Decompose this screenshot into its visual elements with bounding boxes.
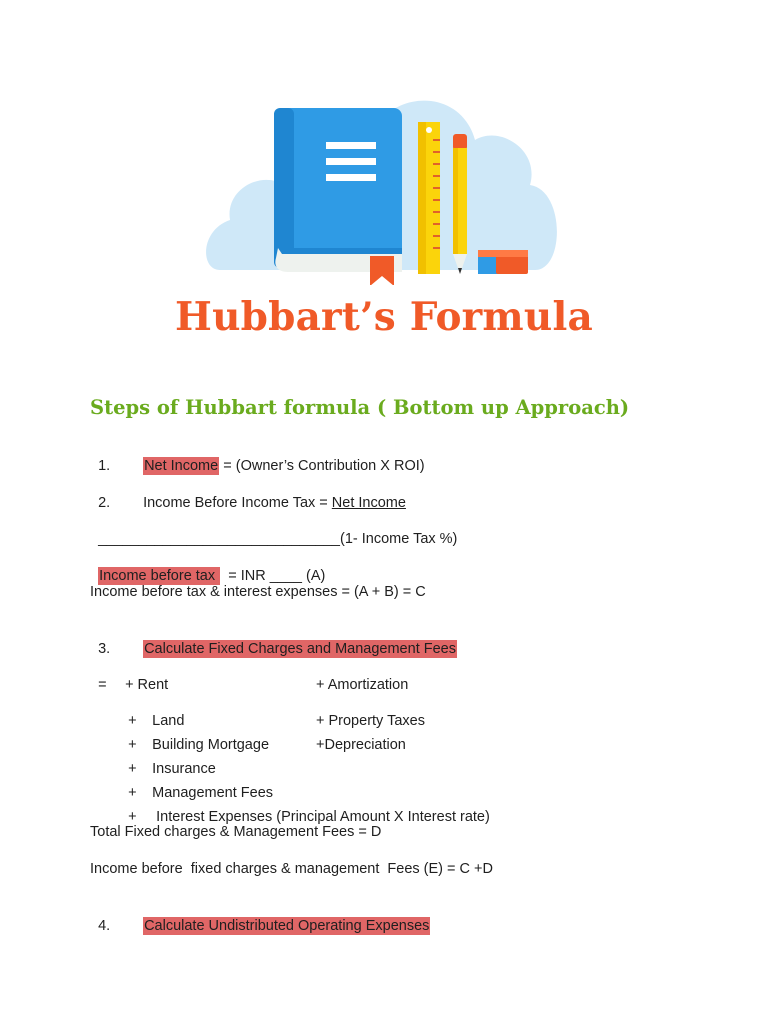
step-2 xyxy=(90,473,406,513)
plus-marker: + xyxy=(128,785,137,801)
highlight-undistributed-expenses: Calculate Undistributed Operating Expenses xyxy=(144,918,430,934)
charge-right: +Depreciation xyxy=(316,737,406,753)
step-1 xyxy=(90,436,425,476)
eraser-icon xyxy=(478,250,528,274)
charge-right: + Amortization xyxy=(316,677,409,693)
highlight-fixed-charges: Calculate Fixed Charges and Management Fees xyxy=(144,641,456,657)
stationery-illustration xyxy=(200,70,570,285)
income-before-tax-value: = INR ____ (A) xyxy=(220,568,326,584)
plus-marker: + xyxy=(128,809,137,825)
step-number: 3. xyxy=(98,641,111,657)
step-2-text: Income Before Income Tax = xyxy=(143,495,332,511)
equals-sign: = xyxy=(98,677,107,693)
income-before-fixed-charges-line: Income before fixed charges & management Fees (E) = C +D xyxy=(90,861,493,877)
charge-left: Land xyxy=(152,713,185,729)
step-number: 2. xyxy=(98,495,111,511)
step-1-text: = (Owner’s Contribution X ROI) xyxy=(219,458,425,474)
fraction-denominator: (1- Income Tax %) xyxy=(340,531,458,547)
income-before-tax-line xyxy=(90,546,325,586)
charge-left: Building Mortgage xyxy=(152,737,270,753)
total-fixed-charges-line: Total Fixed charges & Management Fees = D xyxy=(90,824,382,840)
plus-marker: + xyxy=(128,737,137,753)
ruler-icon xyxy=(418,122,440,274)
charge-left: + Rent xyxy=(125,677,169,693)
pencil-icon xyxy=(453,134,467,274)
fraction-rule: ______________________________ xyxy=(98,531,340,547)
section-heading: Steps of Hubbart formula ( Bottom up Approach) xyxy=(90,396,630,419)
step-number: 4. xyxy=(98,918,111,934)
book-icon xyxy=(274,108,402,285)
step-4 xyxy=(90,896,430,936)
plus-marker: + xyxy=(128,761,137,777)
charge-left: Management Fees xyxy=(152,785,274,801)
charge-right: + Property Taxes xyxy=(316,713,425,729)
underlined-net-income: Net Income xyxy=(331,495,406,511)
charge-left: Interest Expenses (Principal Amount X Interest rate) xyxy=(152,809,490,825)
income-before-tax-interest-line: Income before tax & interest expenses = (A + B) = C xyxy=(90,584,426,600)
charges-row xyxy=(90,655,690,695)
highlight-income-before-tax: Income before tax xyxy=(99,568,220,584)
plus-marker: + xyxy=(128,713,137,729)
step-3 xyxy=(90,619,457,659)
hero-illustration xyxy=(0,70,768,285)
fraction-line xyxy=(90,509,457,549)
highlight-net-income: Net Income xyxy=(144,458,219,474)
page-title: Hubbart’s Formula xyxy=(175,294,593,340)
charge-left: Insurance xyxy=(152,761,216,777)
step-number: 1. xyxy=(98,458,111,474)
